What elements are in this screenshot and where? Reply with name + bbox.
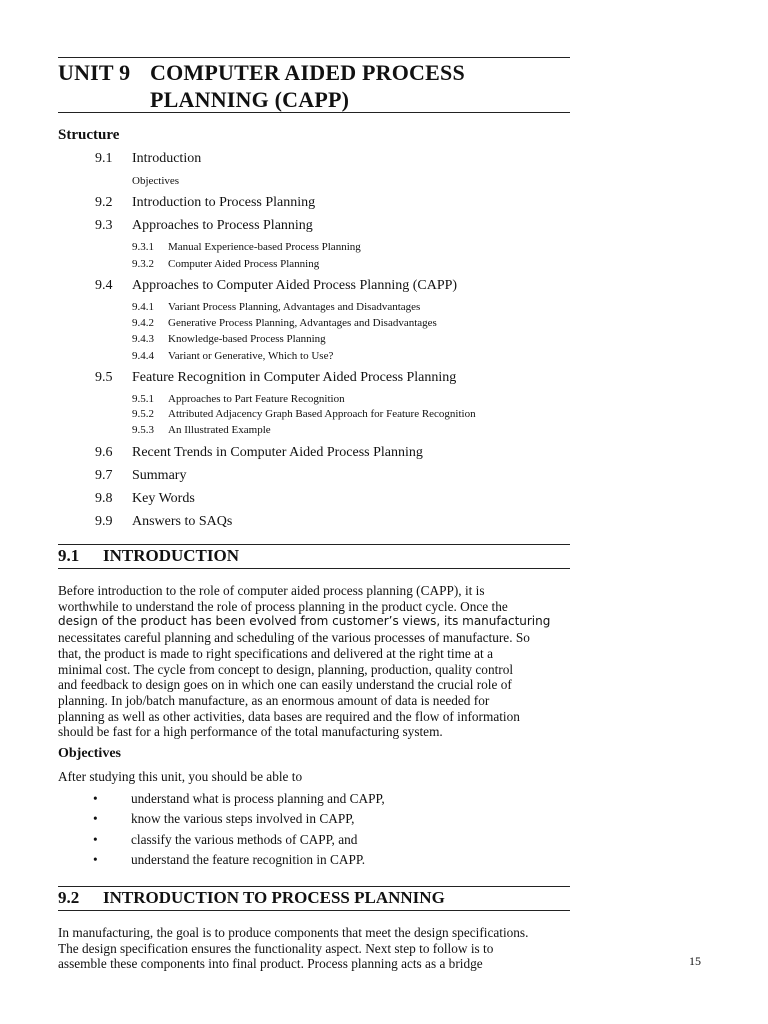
toc-item-number: 9.4 — [95, 278, 113, 293]
unit-number: UNIT 9 — [58, 60, 131, 85]
toc-subitem-number: 9.4.2 — [132, 317, 154, 329]
objective-text: understand the feature recognition in CAPP. — [131, 852, 366, 867]
toc-item-number: 9.6 — [95, 445, 113, 460]
toc-subitem-label: Generative Process Planning, Advantages and Disadvantages — [168, 317, 437, 329]
toc-subitem-number: 9.5.1 — [132, 393, 154, 405]
toc-item-label: Key Words — [132, 491, 195, 506]
toc-item-label: Recent Trends in Computer Aided Process Planning — [132, 445, 423, 460]
unit-title-line-1: COMPUTER AIDED PROCESS — [150, 60, 465, 85]
paragraph-line: necessitates careful planning and scheduling of the various processes of manufacture. So — [58, 630, 530, 646]
bullet-symbol: • — [93, 791, 98, 806]
toc-subitem-label: Attributed Adjacency Graph Based Approach for Feature Recognition — [168, 408, 476, 420]
paragraph-line: Before introduction to the role of computer aided process planning (CAPP), it is — [58, 583, 485, 598]
title-top-rule — [58, 57, 570, 58]
section-number: 9.1 — [58, 546, 80, 565]
toc-subitem-label: Variant Process Planning, Advantages and Disadvantages — [168, 301, 421, 313]
title-bottom-rule — [58, 112, 570, 113]
bullet-symbol: • — [93, 832, 98, 847]
paragraph-line: and feedback to design goes on in which one can easily understand the crucial role of — [58, 677, 512, 693]
section-9-1-bottom-rule — [58, 568, 570, 569]
section-9-2-bottom-rule — [58, 910, 570, 911]
toc-item-label: Introduction — [132, 151, 202, 166]
toc-subitem-objectives: Objectives — [132, 175, 180, 187]
objective-text: know the various steps involved in CAPP, — [131, 811, 355, 826]
section-9-2-top-rule — [58, 886, 570, 887]
section-9-1-top-rule — [58, 544, 570, 545]
toc-item-label: Answers to SAQs — [132, 514, 233, 529]
toc-subitem-number: 9.4.1 — [132, 301, 154, 313]
bullet-symbol: • — [93, 852, 98, 867]
paragraph-line: The design specification ensures the functionality aspect. Next step to follow is to — [58, 940, 494, 956]
toc-subitem-number: 9.3.2 — [132, 258, 154, 270]
toc-subitem-label: Computer Aided Process Planning — [168, 258, 320, 270]
process-planning-paragraph — [58, 925, 570, 972]
toc-item-number: 9.3 — [95, 218, 113, 233]
page-number: 15 — [689, 954, 701, 968]
toc-item-label: Summary — [132, 468, 187, 483]
toc-subitem-label: Manual Experience-based Process Planning — [168, 241, 361, 253]
toc-subitem-number: 9.5.3 — [132, 424, 154, 436]
toc-item-number: 9.5 — [95, 370, 113, 385]
toc-subitem-label: Knowledge-based Process Planning — [168, 333, 326, 345]
section-number: 9.2 — [58, 888, 80, 907]
introduction-paragraph — [58, 583, 570, 740]
structure-heading: Structure — [58, 127, 120, 143]
toc-item-number: 9.7 — [95, 468, 113, 483]
toc-item-number: 9.9 — [95, 514, 113, 529]
paragraph-line: that, the product is made to right specifications and delivered at the right time at a — [58, 645, 493, 661]
toc-subitem-number: 9.4.3 — [132, 333, 154, 345]
objective-text: classify the various methods of CAPP, and — [131, 832, 358, 847]
toc-subitem-number: 9.4.4 — [132, 350, 154, 362]
toc-item-number: 9.8 — [95, 491, 113, 506]
paragraph-line: should be fast for a high performance of the total manufacturing system. — [58, 724, 443, 740]
toc-item-label: Approaches to Process Planning — [132, 218, 313, 233]
paragraph-line: minimal cost. The cycle from concept to design, planning, production, quality control — [58, 661, 514, 677]
toc-subitem-label: Variant or Generative, Which to Use? — [168, 350, 334, 362]
toc-subitem-number: 9.5.2 — [132, 408, 154, 420]
objectives-heading: Objectives — [58, 746, 121, 761]
paragraph-line: worthwhile to understand the role of process planning in the product cycle. Once the — [58, 598, 508, 614]
toc-item-number: 9.1 — [95, 151, 113, 166]
toc-item-label: Introduction to Process Planning — [132, 195, 316, 210]
paragraph-line: In manufacturing, the goal is to produce components that meet the design specifications. — [58, 925, 529, 940]
bullet-symbol: • — [93, 811, 98, 826]
toc-item-label: Feature Recognition in Computer Aided Process Planning — [132, 370, 457, 385]
toc-subitem-number: 9.3.1 — [132, 241, 154, 253]
toc-subitem-label: Approaches to Part Feature Recognition — [168, 393, 345, 405]
toc-item-label: Approaches to Computer Aided Process Planning (CAPP) — [132, 278, 458, 293]
paragraph-line: assemble these components into final product. Process planning acts as a bridge — [58, 956, 483, 972]
objective-text: understand what is process planning and CAPP, — [131, 791, 385, 806]
unit-title-line-2: PLANNING (CAPP) — [150, 87, 350, 112]
toc-item-number: 9.2 — [95, 195, 113, 210]
objectives-intro: After studying this unit, you should be able to — [58, 769, 303, 784]
paragraph-line: planning. In job/batch manufacture, as an enormous amount of data is needed for — [58, 692, 490, 708]
section-title: INTRODUCTION — [103, 546, 240, 565]
paragraph-line: planning as well as other activities, data bases are required and the flow of information — [58, 708, 520, 724]
paragraph-line: design of the product has been evolved from customer’s views, its manufacturing — [58, 614, 551, 629]
toc-subitem-label: An Illustrated Example — [168, 424, 271, 436]
section-title: INTRODUCTION TO PROCESS PLANNING — [103, 888, 445, 907]
